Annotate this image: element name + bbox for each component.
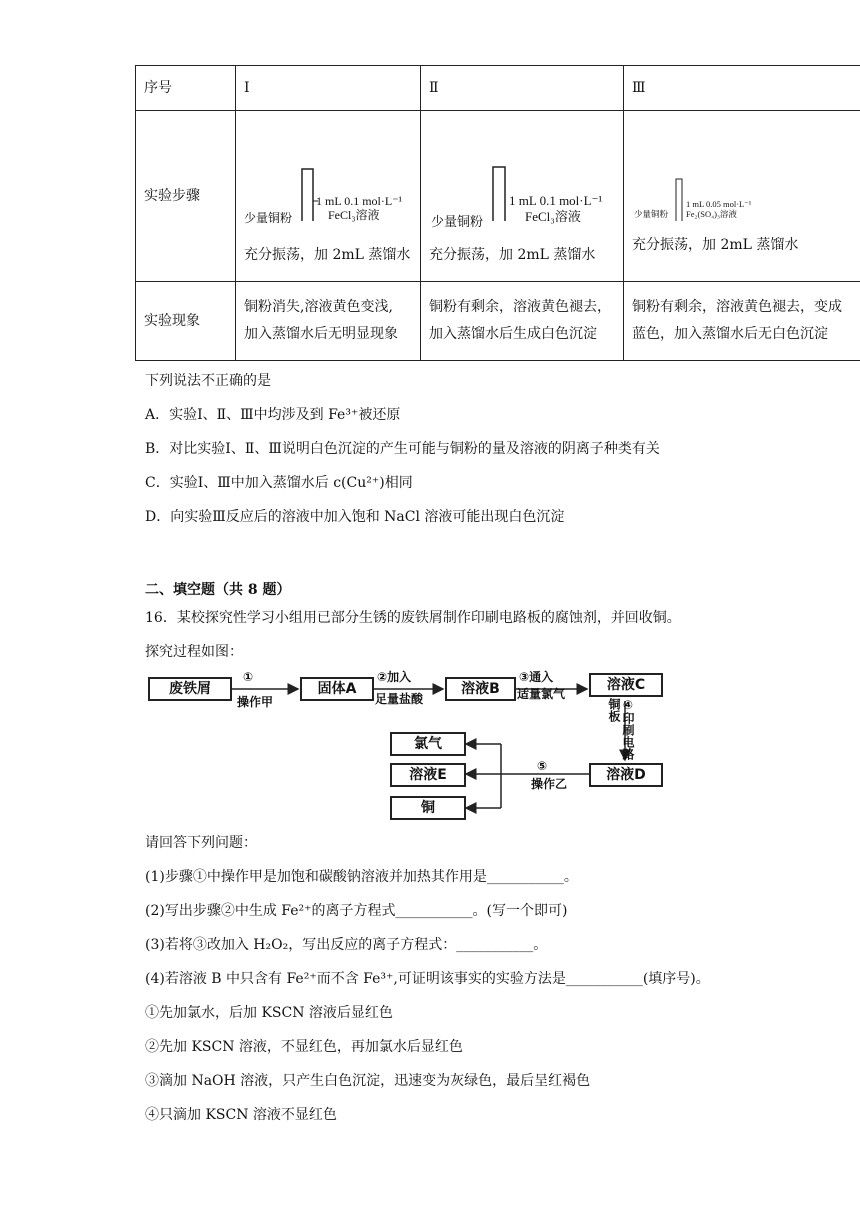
step-cell-2 <box>421 111 624 282</box>
q15-option-c: C．实验Ⅰ、Ⅲ中加入蒸馏水后 c(Cu²⁺)相同 <box>145 475 413 491</box>
flow-box-chlorine: 氯气 <box>390 732 466 756</box>
q15-option-b: B．对比实验Ⅰ、Ⅱ、Ⅲ说明白色沉淀的产生可能与铜粉的量及溶液的阴离子种类有关 <box>145 441 660 457</box>
q16-ask: 请回答下列问题： <box>145 835 257 851</box>
q16-option-2: ②先加 KSCN 溶液，不显红色，再加氯水后显红色 <box>145 1039 463 1055</box>
solution-label-1: 1 mL 0.1 mol·L⁻¹ <box>509 193 603 208</box>
solution-label-1: 1 mL 0.1 mol·L⁻¹ <box>316 194 403 208</box>
test-tube-figure <box>624 111 860 221</box>
step-cell-1 <box>236 111 421 282</box>
row-label-steps: 实验步骤 <box>136 111 236 282</box>
step4-label: ④印刷电路铜板 <box>607 698 635 760</box>
q16-intro: 16．某校探究性学习小组用已部分生锈的废铁屑制作印刷电路板的腐蚀剂，并回收铜。 <box>145 610 681 626</box>
step5-op: 操作乙 <box>531 777 568 791</box>
step-caption: 充分振荡，加 2mL 蒸馏水 <box>244 247 411 264</box>
step3-reagent: 适量氯气 <box>517 687 566 701</box>
q15-stem: 下列说法不正确的是 <box>145 373 271 389</box>
step-caption: 充分振荡，加 2mL 蒸馏水 <box>429 247 596 264</box>
flow-box-solution-e: 溶液E <box>390 763 466 787</box>
powder-label: 少量铜粉 <box>431 214 484 229</box>
flow-box-solution-d: 溶液D <box>589 763 663 787</box>
step1-op: 操作甲 <box>237 695 274 709</box>
q16-part3: (3)若将③改加入 H₂O₂，写出反应的离子方程式：___________。 <box>145 937 548 953</box>
solution-label-2: FeCl₃溶液 <box>328 208 380 222</box>
test-tube-figure <box>421 111 623 229</box>
q16-option-3: ③滴加 NaOH 溶液，只产生白色沉淀，迅速变为灰绿色，最后呈红褐色 <box>145 1073 591 1089</box>
flow-box-solution-c: 溶液C <box>589 673 663 697</box>
step-cell-3 <box>624 111 860 282</box>
table-header-cell: Ⅲ <box>624 66 860 111</box>
step5-label: ⑤ <box>537 759 548 773</box>
table-header-cell: Ⅰ <box>236 66 421 111</box>
test-tube-figure <box>236 111 420 225</box>
row-label-observations: 实验现象 <box>136 282 236 361</box>
q16-option-4: ④只滴加 KSCN 溶液不显红色 <box>145 1107 337 1123</box>
observation-cell: 铜粉消失,溶液黄色变浅, 加入蒸馏水后无明显现象 <box>236 282 421 361</box>
step-caption: 充分振荡，加 2mL 蒸馏水 <box>632 237 799 254</box>
table-header-cell: 序号 <box>136 66 236 111</box>
q15-option-a: A．实验Ⅰ、Ⅱ、Ⅲ中均涉及到 Fe³⁺被还原 <box>145 407 401 423</box>
flow-box-copper: 铜 <box>390 796 466 820</box>
table-header-cell: Ⅱ <box>421 66 624 111</box>
observation-cell: 铜粉有剩余，溶液黄色褪去，变成 蓝色，加入蒸馏水后无白色沉淀 <box>624 282 860 361</box>
step2-label: ②加入 <box>377 670 412 684</box>
q16-option-1: ①先加氯水，后加 KSCN 溶液后显红色 <box>145 1005 393 1021</box>
q15-option-d: D．向实验Ⅲ反应后的溶液中加入饱和 NaCl 溶液可能出现白色沉淀 <box>145 509 565 525</box>
section-heading: 二、填空题（共 8 题） <box>145 582 291 598</box>
q16-part1: (1)步骤①中操作甲是加饱和碳酸钠溶液并加热其作用是___________。 <box>145 869 578 885</box>
solution-label-2: FeCl₃溶液 <box>525 209 581 224</box>
flow-box-solid-a: 固体A <box>300 677 374 701</box>
q16-intro2: 探究过程如图： <box>145 644 243 660</box>
solution-label-1: 1 mL 0.05 mol·L⁻¹ <box>686 199 752 209</box>
process-flow-diagram <box>145 668 675 823</box>
q16-part4: (4)若溶液 B 中只含有 Fe²⁺而不含 Fe³⁺,可证明该事实的实验方法是___________(填序号)。 <box>145 971 710 987</box>
step2-reagent: 足量盐酸 <box>375 692 424 706</box>
experiment-table <box>135 65 860 361</box>
powder-label: 少量铜粉 <box>244 211 293 225</box>
step3-label: ③通入 <box>519 670 554 684</box>
solution-label-2: Fe₂(SO₄)₃溶液 <box>686 209 737 219</box>
powder-label: 少量铜粉 <box>634 209 669 219</box>
observation-cell: 铜粉有剩余，溶液黄色褪去， 加入蒸馏水后生成白色沉淀 <box>421 282 624 361</box>
flow-box-scrap-iron: 废铁屑 <box>148 677 232 701</box>
step1-label: ① <box>243 670 254 684</box>
flow-box-solution-b: 溶液B <box>445 677 516 701</box>
q16-part2: (2)写出步骤②中生成 Fe²⁺的离子方程式___________。(写一个即可) <box>145 903 568 919</box>
